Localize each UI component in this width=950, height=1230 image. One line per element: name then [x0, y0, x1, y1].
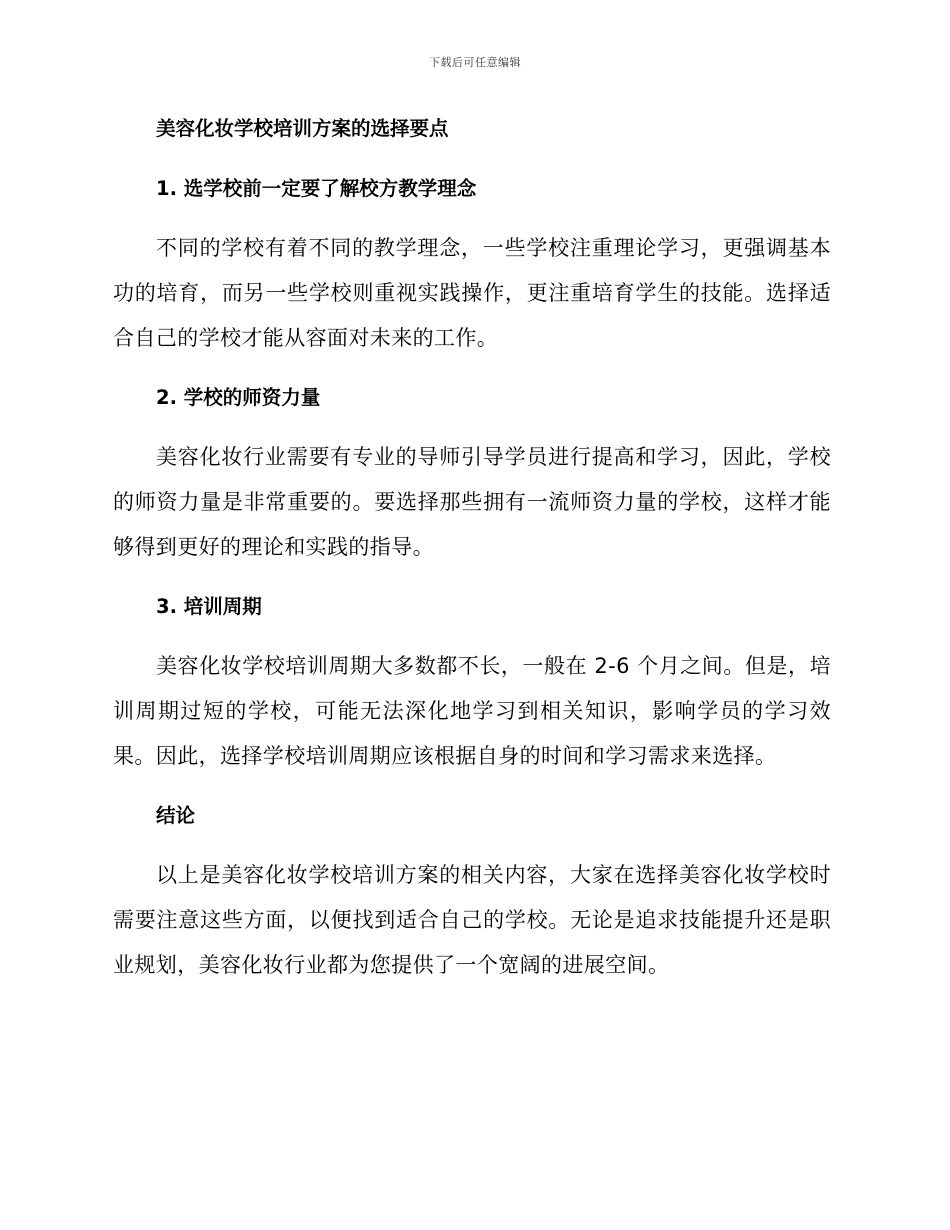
section-paragraph-1: 不同的学校有着不同的教学理念，一些学校注重理论学习，更强调基本功的培育，而另一些学校则重视实践操作，更注重培育学生的技能。选择适合自己的学校才能从容面对未来的工作。	[113, 236, 831, 350]
section-heading-3: 3. 培训周期	[156, 595, 262, 618]
page-header-note: 下载后可任意编辑	[429, 56, 521, 69]
document-title: 美容化妆学校培训方案的选择要点	[156, 117, 449, 140]
section-heading-2: 2. 学校的师资力量	[156, 386, 321, 409]
conclusion-paragraph: 以上是美容化妆学校培训方案的相关内容，大家在选择美容化妆学校时需要注意这些方面，以便找到适合自己的学校。无论是追求技能提升还是职业规划，美容化妆行业都为您提供了一个宽阔的进展空间。	[113, 863, 831, 977]
document-body	[113, 110, 831, 1006]
section-heading-1: 1. 选学校前一定要了解校方教学理念	[156, 177, 477, 200]
conclusion-heading: 结论	[156, 804, 196, 827]
section-paragraph-2: 美容化妆行业需要有专业的导师引导学员进行提高和学习，因此，学校的师资力量是非常重要的。要选择那些拥有一流师资力量的学校，这样才能够得到更好的理论和实践的指导。	[113, 445, 831, 559]
section-paragraph-3: 美容化妆学校培训周期大多数都不长，一般在 2-6 个月之间。但是，培训周期过短的学校，可能无法深化地学习到相关知识，影响学员的学习效果。因此，选择学校培训周期应该根据自身的时间和学习需求来选择。	[113, 654, 831, 768]
